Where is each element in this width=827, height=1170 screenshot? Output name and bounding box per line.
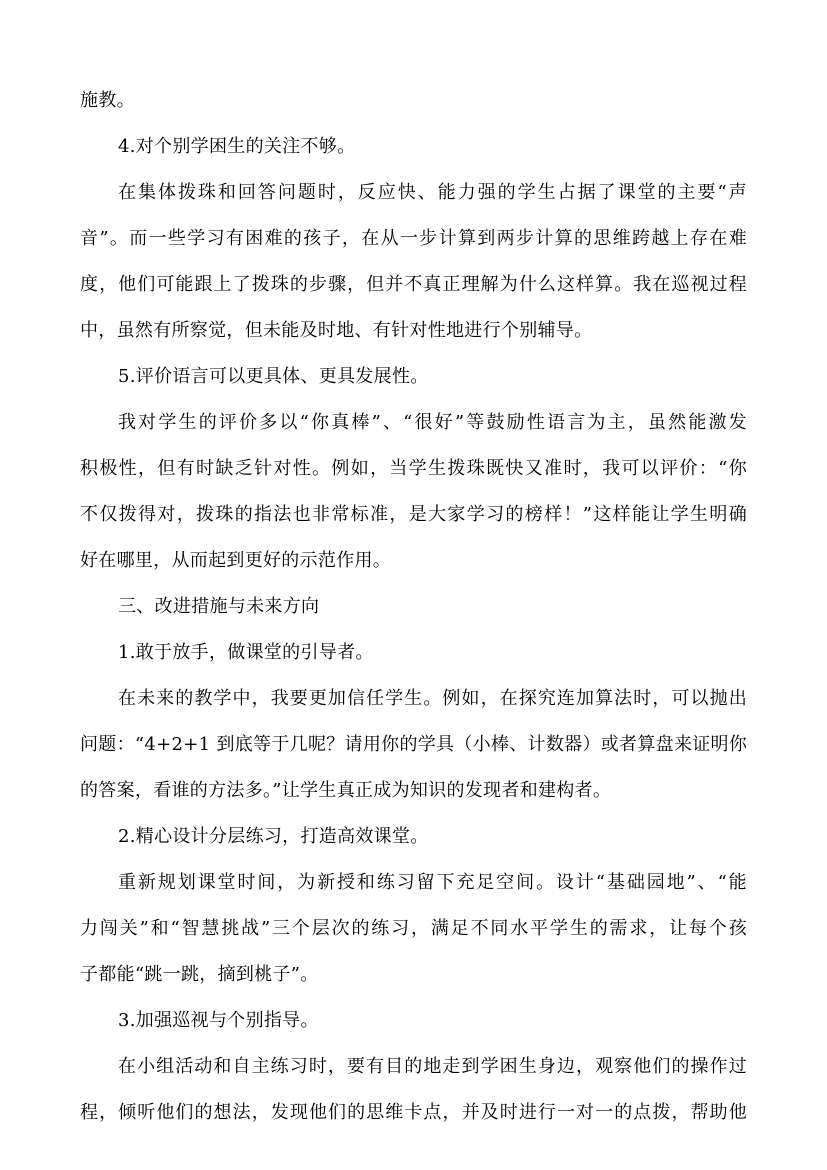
paragraph-line: 好在哪里，从而起到更好的示范作用。 (80, 550, 392, 571)
section-heading-5: 5.评价语言可以更具体、更具发展性。 (118, 366, 429, 387)
chapter-heading-3: 三、改进措施与未来方向 (118, 596, 320, 617)
paragraph-line: 在集体拨珠和回答问题时，反应快、能力强的学生占据了课堂的主要“声 (118, 182, 747, 203)
paragraph-line: 度，他们可能跟上了拨珠的步骤，但并不真正理解为什么这样算。我在巡视过程 (80, 274, 747, 295)
paragraph-line: 在小组活动和自主练习时，要有目的地走到学困生身边，观察他们的操作过 (118, 1056, 747, 1077)
paragraph-line: 在未来的教学中，我要更加信任学生。例如，在探究连加算法时，可以抛出 (118, 688, 747, 709)
paragraph-line: 重新规划课堂时间，为新授和练习留下充足空间。设计“基础园地”、“能 (118, 872, 747, 893)
section-heading-3: 3.加强巡视与个别指导。 (118, 1010, 319, 1031)
paragraph-line: 子都能“跳一跳，摘到桃子”。 (80, 964, 319, 985)
paragraph-line: 程，倾听他们的想法，发现他们的思维卡点，并及时进行一对一的点拨，帮助他 (80, 1102, 747, 1123)
paragraph-line: 中，虽然有所察觉，但未能及时地、有针对性地进行个别辅导。 (80, 320, 593, 341)
paragraph-line: 力闯关”和“智慧挑战”三个层次的练习，满足不同水平学生的需求，让每个孩 (80, 918, 747, 939)
section-heading-1: 1.敢于放手，做课堂的引导者。 (118, 642, 374, 663)
paragraph-line: 问题：“4+2+1 到底等于几呢？请用你的学具（小棒、计数器）或者算盘来证明你 (80, 734, 748, 755)
section-heading-2: 2.精心设计分层练习，打造高效课堂。 (118, 826, 429, 847)
paragraph-line: 的答案，看谁的方法多。”让学生真正成为知识的发现者和建构者。 (80, 780, 612, 801)
paragraph-line: 积极性，但有时缺乏针对性。例如，当学生拨珠既快又准时，我可以评价：“你 (80, 458, 747, 479)
paragraph-line: 不仅拨得对，拨珠的指法也非常标准，是大家学习的榜样！”这样能让学生明确 (80, 504, 747, 525)
paragraph-line: 音”。而一些学习有困难的孩子，在从一步计算到两步计算的思维跨越上存在难 (80, 228, 747, 249)
section-heading-4: 4.对个别学困生的关注不够。 (118, 136, 356, 157)
text-line-continuation: 施教。 (80, 90, 135, 111)
paragraph-line: 我对学生的评价多以“你真棒”、“很好”等鼓励性语言为主，虽然能激发 (118, 412, 747, 433)
